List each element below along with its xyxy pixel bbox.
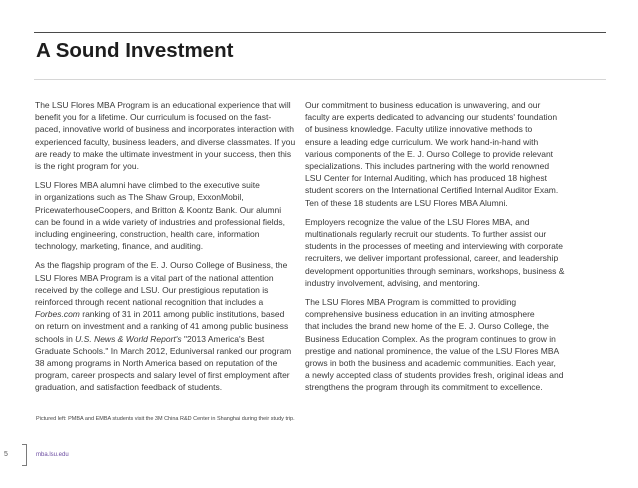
text-line: development opportunities through seminars, workshops, business &: [305, 265, 565, 276]
text-line: LSU Flores MBA alumni have climbed to the executive suite: [35, 180, 260, 191]
photo-caption: Pictured left: PMBA and EMBA students visit the 3M China R&D Center in Shanghai during their study trip.: [36, 416, 295, 422]
text-line: The LSU Flores MBA Program is committed to providing: [305, 297, 517, 308]
right-paragraph-2: [305, 216, 595, 289]
text-line: Business Education Complex. As the program continues to grow in: [305, 333, 556, 344]
left-column: [35, 99, 303, 394]
website-link[interactable]: mba.lsu.edu: [36, 452, 69, 458]
text-line: in organizations such as The Shaw Group, ExxonMobil,: [35, 192, 244, 203]
text-line: specializations. This includes partnering with the world renowned: [305, 161, 550, 172]
text-line: students in the processes of meeting and interviewing with corporate: [305, 241, 563, 252]
text-line: multinationals regularly recruit our students. To further assist our: [305, 229, 547, 240]
title-divider: [34, 79, 606, 80]
text-line: prestige and national prominence, the value of the LSU Flores MBA: [305, 345, 560, 356]
text-line: 38 among programs in North America based on reputation of the: [35, 358, 278, 369]
top-rule: [34, 32, 606, 33]
text-line: of business knowledge. Faculty utilize innovative methods to: [305, 124, 533, 135]
text-line: Graduate Schools." In March 2012, Eduniversal ranked our program: [35, 345, 292, 356]
text-line: The LSU Flores MBA Program is an educational experience that will: [35, 100, 291, 110]
text-line: reinforced through recent national recognition that includes a: [35, 297, 264, 308]
text-line: recruiters, we deliver important professional, career, and leadership: [305, 253, 559, 264]
left-paragraph-1: [35, 99, 303, 172]
text-line: As the flagship program of the E. J. Ourso College of Business, the: [35, 260, 288, 271]
text-line: ensure a leading edge curriculum. We work hand-in-hand with: [305, 136, 539, 147]
text-line: technology, marketing, finance, and auditing.: [35, 241, 204, 252]
text-line: Employers recognize the value of the LSU Flores MBA, and: [305, 216, 530, 227]
text-line: Forbes.com ranking of 31 in 2011 among public institutions, based: [35, 309, 285, 320]
right-column: [305, 99, 595, 394]
text-line: Ten of these 18 students are LSU Flores MBA Alumni.: [305, 197, 508, 208]
left-paragraph-2: [35, 179, 303, 252]
text-line: program, career prospects and salary level of first employment after: [35, 370, 290, 381]
text-line: can be found in a wide variety of industries and professional fields,: [35, 216, 285, 227]
text-line: experienced faculty, business leaders, and diverse classmates. If you: [35, 136, 296, 147]
text-line: paced, innovative world of business and incorporates interaction with: [35, 124, 294, 135]
text-line: industry involvement, advising, and mentoring.: [305, 277, 480, 288]
text-line: grows in both the business and academic communities. Each year,: [305, 358, 556, 369]
publication-name: Forbes.com: [35, 309, 80, 320]
page-title: A Sound Investment: [36, 39, 234, 62]
text-line: Our commitment to business education is unwavering, and our: [305, 100, 541, 110]
text-line: benefit you for a lifetime. Our curriculum is focused on the fast-: [35, 112, 272, 123]
right-paragraph-1: [305, 99, 595, 209]
text-line: a newly accepted class of students provides fresh, original ideas and: [305, 370, 564, 381]
text-line: student scorers on the International Certified Internal Auditor Exam.: [305, 185, 559, 196]
text-line: graduation, and satisfaction feedback of students.: [35, 382, 223, 393]
text-line: comprehensive business education in an inviting atmosphere: [305, 309, 535, 320]
text-line: various components of the E. J. Ourso College to provide relevant: [305, 148, 554, 159]
text-line: on return on investment and a ranking of 41 among public business: [35, 321, 289, 332]
right-paragraph-3: [305, 296, 595, 394]
text-line: is the right program for you.: [35, 161, 139, 172]
text-line: that includes the brand new home of the E. J. Ourso College, the: [305, 321, 549, 332]
text-line: received by the college and LSU. Our prestigious reputation is: [35, 284, 269, 295]
text-line: strengthens the program through its commitment to excellence.: [305, 382, 543, 393]
text-line: including engineering, construction, health care, information: [35, 229, 260, 240]
text-line: PricewaterhouseCoopers, and Britton & Koontz Bank. Our alumni: [35, 204, 282, 215]
publication-name: U.S. News & World Report's: [75, 333, 182, 344]
text-line: are ready to make the ultimate investment in your success, then this: [35, 148, 292, 159]
text-line: LSU Flores MBA Program is a vital part of the national attention: [35, 272, 274, 283]
text-line: faculty are experts dedicated to advancing our students' foundation: [305, 112, 558, 123]
footer-bracket: [22, 444, 27, 466]
text-line: schools in U.S. News & World Report's "2013 America's Best: [35, 333, 265, 344]
text-line: LSU Center for Internal Auditing, which has produced 18 highest: [305, 173, 547, 184]
page-number: 5: [4, 451, 8, 458]
left-paragraph-3: [35, 259, 303, 393]
